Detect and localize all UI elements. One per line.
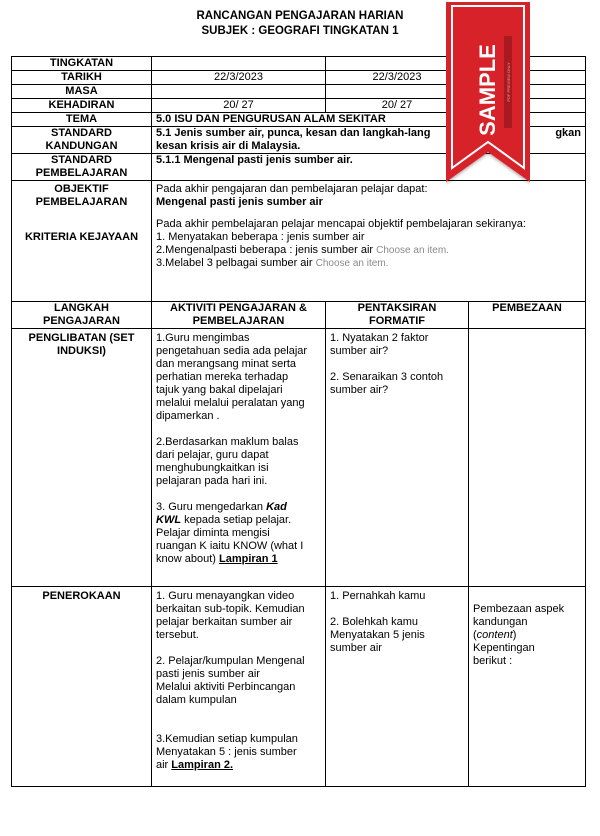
standard-kandungan-line2: kesan krisis air di Malaysia.	[156, 140, 301, 152]
penerokaan-a2-l2: pasti jenis sumber air	[156, 668, 260, 680]
penerokaan-pentaksiran	[326, 587, 469, 787]
step-penglibatan: PENGLIBATAN (SET INDUKSI)	[12, 329, 152, 587]
penglibatan-p1-l1: 1. Nyatakan 2 faktor	[330, 332, 429, 344]
sample-stamp-ribbon	[446, 2, 530, 186]
row-objektif-kriteria	[12, 181, 586, 302]
tarikh-col1: 22/3/2023	[152, 71, 326, 85]
kriteria-item-3: 3.Melabel 3 pelbagai sumber air Choose an item.	[156, 257, 389, 269]
penglibatan-a3-l2: KWL kepada setiap pelajar.	[156, 514, 292, 526]
penglibatan-pembezaan	[469, 329, 586, 587]
penerokaan-a3-l1: 3.Kemudian setiap kumpulan	[156, 733, 298, 745]
lampiran-2-link[interactable]: Lampiran 2.	[171, 759, 234, 771]
label-kehadiran: KEHADIRAN	[12, 99, 152, 113]
penerokaan-p2-l1: 2. Bolehkah kamu	[330, 616, 419, 628]
label-tingkatan: TINGKATAN	[12, 57, 152, 71]
penglibatan-a1-l3: dan merangsang minat serta	[156, 358, 297, 370]
lampiran-1-link[interactable]: Lampiran 1	[218, 553, 278, 565]
header-pembezaan: PEMBEZAAN	[469, 302, 586, 329]
row-penerokaan	[12, 587, 586, 787]
label-masa: MASA	[12, 85, 152, 99]
penerokaan-pembezaan	[469, 587, 586, 787]
label-objektif-kriteria	[12, 181, 152, 302]
tarikh-col2: 22/3/2023	[326, 71, 469, 85]
penerokaan-a2-l4: dalam kumpulan	[156, 694, 237, 706]
penerokaan-pb-l2: kandungan	[473, 616, 528, 628]
step-penerokaan: PENEROKAAN	[12, 587, 152, 787]
kriteria-intro: Pada akhir pembelajaran pelajar mencapai objektif pembelajaran sekiranya:	[156, 218, 526, 230]
standard-pembelajaran-value: 5.1.1 Mengenal pasti jenis sumber air.	[152, 154, 586, 181]
penerokaan-a1-l3: pelajar berkaitan sumber air	[156, 616, 293, 628]
penerokaan-a2-l3: Melalui aktiviti Perbincangan	[156, 681, 296, 693]
tema-value: 5.0 ISU DAN PENGURUSAN ALAM SEKITAR	[152, 113, 586, 127]
penerokaan-a1-l2: berkaitan sub-topik. Kemudian	[156, 603, 305, 615]
penglibatan-a3-l5: know about) Lampiran 1	[156, 553, 278, 565]
penerokaan-aktiviti	[152, 587, 326, 787]
penglibatan-a1-l4: perhatian mereka terhadap	[156, 371, 289, 383]
penerokaan-pb-l3: (content)	[473, 629, 517, 641]
penglibatan-a3-l4: ruangan K iaitu KNOW (what I	[156, 540, 304, 552]
kriteria-item-1: 1. Menyatakan beberapa : jenis sumber air	[156, 231, 365, 243]
penglibatan-pentaksiran	[326, 329, 469, 587]
penerokaan-a1-l4: tersebut.	[156, 629, 199, 641]
penglibatan-a2-l1: 2.Berdasarkan maklum balas	[156, 436, 299, 448]
penglibatan-a3-l1: 3. Guru mengedarkan Kad	[156, 501, 287, 513]
objektif-line2: Mengenal pasti jenis sumber air	[156, 196, 323, 208]
penerokaan-p2-l2: Menyatakan 5 jenis	[330, 629, 425, 641]
penglibatan-aktiviti	[152, 329, 326, 587]
penglibatan-a2-l4: pelajaran pada hari ini.	[156, 475, 268, 487]
penerokaan-a3-l3: air Lampiran 2.	[156, 759, 234, 771]
objektif-kriteria-value	[152, 181, 586, 302]
penerokaan-a1-l1: 1. Guru menayangkan video	[156, 590, 295, 602]
penglibatan-a2-l3: menghubungkaitkan isi	[156, 462, 269, 474]
penerokaan-a3-l2: Menyatakan 5 : jenis sumber	[156, 746, 297, 758]
label-tarikh: TARIKH	[12, 71, 152, 85]
stamp-side-text: PDF PREVIEW ONLY	[506, 62, 511, 102]
header-pentaksiran: PENTAKSIRAN FORMATIF	[326, 302, 469, 329]
document-subtitle: SUBJEK : GEOGRAFI TINGKATAN 1	[201, 25, 399, 37]
kehadiran-col2: 20/ 27	[326, 99, 469, 113]
penglibatan-a1-l1: 1.Guru mengimbas	[156, 332, 250, 344]
penglibatan-p1-l2: sumber air?	[330, 345, 389, 357]
header-langkah: LANGKAH PENGAJARAN	[12, 302, 152, 329]
row-column-headers	[12, 302, 586, 329]
label-standard-pembelajaran: STANDARD PEMBELAJARAN	[12, 154, 152, 181]
penerokaan-pb-l1: Pembezaan aspek	[473, 603, 565, 615]
penglibatan-a3-l3: Pelajar diminta mengisi	[156, 527, 270, 539]
row-penglibatan	[12, 329, 586, 587]
document-title: RANCANGAN PENGAJARAN HARIAN	[196, 10, 404, 22]
choose-item-dropdown[interactable]: Choose an item.	[376, 245, 449, 256]
standard-kandungan-line1: 5.1 Jenis sumber air, punca, kesan dan langkah-lang	[156, 127, 431, 139]
penglibatan-p2-l1: 2. Senaraikan 3 contoh	[330, 371, 444, 383]
kriteria-item-2: 2.Mengenalpasti beberapa : jenis sumber air Choose an item.	[156, 244, 449, 256]
label-tema: TEMA	[12, 113, 152, 127]
penglibatan-a2-l2: dari pelajar, guru dapat	[156, 449, 269, 461]
choose-item-dropdown[interactable]: Choose an item.	[315, 258, 389, 269]
objektif-line1: Pada akhir pengajaran dan pembelajaran pelajar dapat:	[156, 183, 428, 195]
penglibatan-p2-l2: sumber air?	[330, 384, 389, 396]
penglibatan-a1-l5: tajuk yang bakal dipelajari	[156, 384, 283, 396]
penerokaan-p1: 1. Pernahkah kamu	[330, 590, 426, 602]
header-aktiviti: AKTIVITI PENGAJARAN & PEMBELAJARAN	[152, 302, 326, 329]
kehadiran-col1: 20/ 27	[152, 99, 326, 113]
penerokaan-p2-l3: sumber air	[330, 642, 382, 654]
label-standard-kandungan: STANDARD KANDUNGAN	[12, 127, 152, 154]
label-objektif: OBJEKTIF PEMBELAJARAN	[35, 183, 128, 208]
penglibatan-a1-l7: dipamerkan .	[156, 410, 220, 422]
stamp-label: SAMPLE	[475, 44, 500, 136]
standard-kandungan-tail: gkan	[555, 127, 581, 139]
label-kriteria: KRITERIA KEJAYAAN	[24, 231, 139, 243]
penerokaan-pb-l4: Kepentingan	[473, 642, 535, 654]
penglibatan-a1-l6: melalui melalui peralatan yang	[156, 397, 305, 409]
penglibatan-a1-l2: pengetahuan sedia ada pelajar	[156, 345, 308, 357]
penerokaan-a2-l1: 2. Pelajar/kumpulan Mengenal	[156, 655, 305, 667]
penerokaan-pb-l5: berikut :	[473, 655, 513, 667]
